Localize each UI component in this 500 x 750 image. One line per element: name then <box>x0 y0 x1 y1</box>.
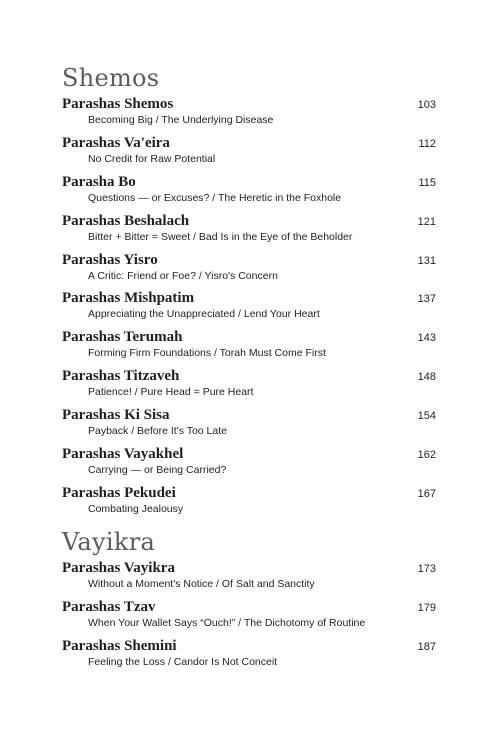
entry-page-number: 187 <box>417 640 436 653</box>
section-heading-shemos: Shemos <box>62 64 160 92</box>
entry-page-number: 148 <box>417 371 436 384</box>
toc-entry[interactable] <box>0 290 500 329</box>
entry-subtitle: Forming Firm Foundations / Torah Must Come First <box>88 347 326 360</box>
entry-subtitle: No Credit for Raw Potential <box>88 152 216 165</box>
entry-title: Parashas Shemini <box>62 637 177 654</box>
entry-subtitle: Becoming Big / The Underlying Disease <box>88 114 274 126</box>
entry-title: Parashas Mishpatim <box>62 290 195 307</box>
entry-title: Parashas Va'eira <box>62 134 170 151</box>
toc-entry[interactable] <box>0 638 500 677</box>
toc-entry[interactable] <box>0 368 500 407</box>
toc-entry[interactable] <box>0 485 500 524</box>
entry-subtitle: Payback / Before It's Too Late <box>88 425 227 438</box>
toc-list-shemos <box>0 96 500 524</box>
toc-entry[interactable] <box>0 407 500 446</box>
entry-title: Parashas Shemos <box>62 96 174 112</box>
toc-entry[interactable] <box>0 213 500 252</box>
entry-title: Parashas Vayikra <box>62 560 175 576</box>
entry-subtitle: A Critic: Friend or Foe? / Yisro's Concern <box>88 269 278 282</box>
entry-subtitle: Bitter + Bitter = Sweet / Bad Is in the Eye of the Beholder <box>88 230 353 243</box>
entry-title: Parashas Vayakhel <box>62 446 184 463</box>
section-heading-vayikra: Vayikra <box>62 528 156 556</box>
entry-title: Parashas Ki Sisa <box>62 407 170 424</box>
toc-list-vayikra <box>0 560 500 677</box>
entry-page-number: 131 <box>417 254 436 267</box>
toc-entry[interactable] <box>0 329 500 368</box>
entry-title: Parashas Titzaveh <box>62 368 180 385</box>
entry-subtitle: Without a Moment's Notice / Of Salt and Sanctity <box>88 578 315 590</box>
entry-title: Parashas Tzav <box>62 598 156 615</box>
entry-subtitle: Combating Jealousy <box>88 502 184 515</box>
entry-page-number: 137 <box>417 293 436 306</box>
entry-title: Parashas Beshalach <box>62 212 190 229</box>
toc-entry[interactable] <box>0 135 500 174</box>
entry-subtitle: Appreciating the Unappreciated / Lend Your Heart <box>88 308 320 321</box>
entry-page-number: 143 <box>417 332 436 345</box>
toc-entry[interactable] <box>0 174 500 213</box>
entry-subtitle: Carrying — or Being Carried? <box>88 464 227 477</box>
entry-page-number: 121 <box>417 215 436 228</box>
entry-title: Parasha Bo <box>62 173 136 190</box>
toc-entry[interactable] <box>0 252 500 291</box>
toc-entry[interactable] <box>0 446 500 485</box>
toc-entry[interactable] <box>0 560 500 599</box>
entry-title: Parashas Pekudei <box>62 484 176 501</box>
entry-page-number: 154 <box>417 410 436 423</box>
toc-entry[interactable] <box>0 599 500 638</box>
toc-entry[interactable] <box>0 96 500 135</box>
entry-page-number: 115 <box>418 176 436 189</box>
entry-page-number: 103 <box>417 99 436 111</box>
entry-page-number: 162 <box>417 449 436 462</box>
entry-title: Parashas Yisro <box>62 251 158 268</box>
entry-subtitle: Questions — or Excuses? / The Heretic in the Foxhole <box>88 191 342 204</box>
entry-title: Parashas Terumah <box>62 329 183 346</box>
entry-page-number: 112 <box>418 137 436 150</box>
entry-subtitle: Feeling the Loss / Candor Is Not Conceit <box>88 655 278 668</box>
entry-subtitle: When Your Wallet Says “Ouch!” / The Dichotomy of Routine <box>88 616 366 629</box>
entry-page-number: 179 <box>417 601 436 614</box>
entry-page-number: 167 <box>417 487 436 500</box>
entry-subtitle: Patience! / Pure Head = Pure Heart <box>88 386 254 399</box>
entry-page-number: 173 <box>417 563 436 575</box>
